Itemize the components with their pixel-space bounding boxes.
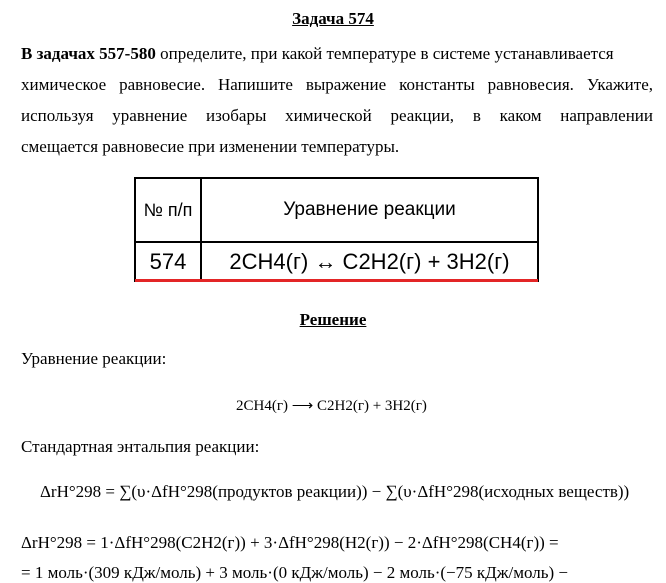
task-line-4: смещается равновесие при изменении температуры.	[21, 137, 400, 156]
table-header-row	[135, 178, 538, 242]
row-number-cell: 574	[135, 242, 201, 281]
header-number-cell: № п/п	[135, 178, 201, 242]
header-equation-cell: Уравнение реакции	[201, 178, 538, 242]
task-line-1	[21, 38, 653, 69]
enthalpy-label: Стандартная энтальпия реакции:	[21, 437, 260, 456]
reaction-equation: 2CH4(г) ⟶ C2H2(г) + 3H2(г)	[236, 398, 427, 414]
general-enthalpy-formula: ΔrH°298 = ∑(υ·ΔfH°298(продуктов реакции)) − ∑(υ·ΔfH°298(исходных веществ))	[40, 482, 630, 501]
reaction-label: Уравнение реакции:	[21, 349, 167, 368]
solution-title: Решение	[299, 310, 367, 329]
task-line-3: используя уравнение изобары химической реакции, в каком направлении	[21, 106, 653, 125]
task-title: Задача 574	[292, 9, 374, 28]
table-row	[135, 242, 538, 281]
task-line-2: химическое равновесие. Напишите выражение константы равновесия. Укажите,	[21, 75, 653, 94]
specific-enthalpy-formula: ΔrH°298 = 1·ΔfH°298(C2H2(г)) + 3·ΔfH°298(H2(г)) − 2·ΔfH°298(CH4(г)) =	[21, 533, 559, 552]
task-description	[21, 38, 653, 162]
reaction-table	[134, 177, 539, 282]
red-underline	[135, 279, 538, 282]
enthalpy-values-formula: = 1 моль·(309 кДж/моль) + 3 моль·(0 кДж/моль) − 2 моль·(−75 кДж/моль) −	[21, 563, 568, 582]
row-equation-cell: 2CH4(г) ↔ C2H2(г) + 3H2(г)	[201, 242, 538, 281]
task-line-1-rest: определите, при какой температуре в системе устанавливается	[155, 44, 614, 63]
task-bold-prefix: В задачах 557-580	[21, 44, 156, 63]
